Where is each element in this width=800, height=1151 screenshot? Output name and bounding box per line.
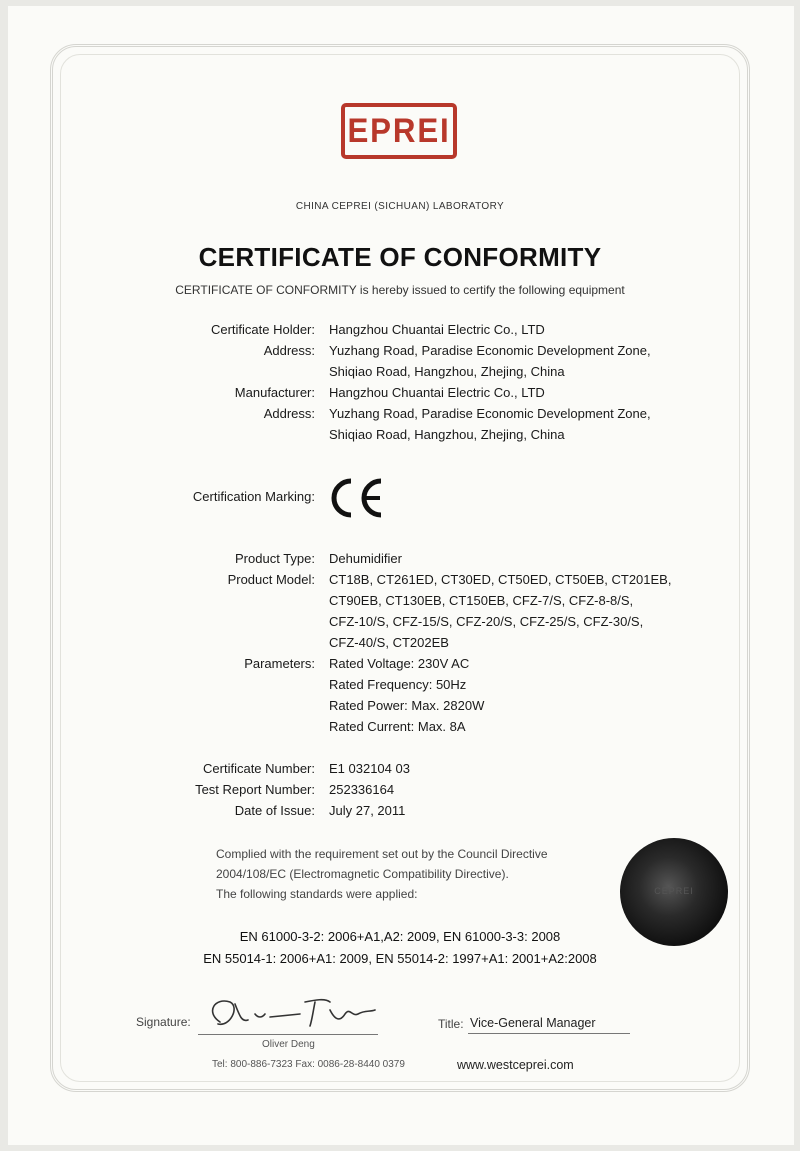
issue-date-value: July 27, 2011: [329, 803, 406, 818]
page-title: CERTIFICATE OF CONFORMITY: [198, 242, 602, 272]
signer-title-label: Title:: [438, 1017, 464, 1031]
seal-text: CEPREI: [654, 886, 694, 896]
parameter-line: Rated Current: Max. 8A: [329, 719, 466, 734]
holder-address-label: Address:: [263, 343, 315, 358]
holder-label: Certificate Holder:: [210, 322, 315, 337]
test-report-value: 252336164: [329, 782, 395, 797]
product-type-value: Dehumidifier: [329, 551, 402, 566]
ceprei-logo: [341, 103, 457, 159]
contact-info: Tel: 800-886-7323 Fax: 0086-28-8440 0379: [212, 1059, 405, 1070]
parameter-line: Rated Frequency: 50Hz: [329, 677, 467, 692]
handwritten-signature: [200, 992, 390, 1037]
holder-address-line: Shiqiao Road, Hangzhou, Zhejing, China: [329, 364, 565, 379]
standards-line: EN 55014-1: 2006+A1: 2009, EN 55014-2: 1997+A1: 2001+A2:2008: [203, 951, 597, 966]
laboratory-name: CHINA CEPREI (SICHUAN) LABORATORY: [295, 201, 505, 212]
title-line: [468, 1033, 630, 1034]
certificate-number-label: Certificate Number:: [203, 761, 315, 776]
signer-name: Oliver Deng: [262, 1039, 315, 1050]
issue-date-label: Date of Issue:: [234, 803, 315, 818]
parameter-line: Rated Voltage: 230V AC: [329, 656, 470, 671]
parameter-line: Rated Power: Max. 2820W: [329, 698, 485, 713]
manufacturer-label: Manufacturer:: [234, 385, 315, 400]
product-model-line: CFZ-10/S, CFZ-15/S, CFZ-20/S, CFZ-25/S, CFZ-30/S,: [329, 614, 644, 629]
ce-mark-icon: [329, 477, 389, 519]
compliance-line: Complied with the requirement set out by the Council Directive: [216, 847, 548, 861]
signer-title-value: Vice-General Manager: [470, 1016, 596, 1030]
signature-line: [198, 1034, 378, 1035]
subtitle: CERTIFICATE OF CONFORMITY is hereby issued to certify the following equipment: [175, 283, 625, 297]
manufacturer-address-label: Address:: [263, 406, 315, 421]
standards-line: EN 61000-3-2: 2006+A1,A2: 2009, EN 61000-3-3: 2008: [239, 929, 561, 944]
product-model-line: CT90EB, CT130EB, CT150EB, CFZ-7/S, CFZ-8-8/S,: [329, 593, 634, 608]
test-report-label: Test Report Number:: [195, 782, 315, 797]
manufacturer-address-line: Yuzhang Road, Paradise Economic Development Zone,: [329, 406, 651, 421]
parameters-label: Parameters:: [244, 656, 315, 671]
holder-address-line: Yuzhang Road, Paradise Economic Development Zone,: [329, 343, 651, 358]
product-model-line: CFZ-40/S, CT202EB: [329, 635, 449, 650]
manufacturer-value: Hangzhou Chuantai Electric Co., LTD: [329, 385, 545, 400]
compliance-line: 2004/108/EC (Electromagnetic Compatibility Directive).: [216, 867, 509, 881]
manufacturer-address-line: Shiqiao Road, Hangzhou, Zhejing, China: [329, 427, 565, 442]
compliance-statement: [216, 844, 548, 904]
product-type-label: Product Type:: [235, 551, 315, 566]
compliance-line: The following standards were applied:: [216, 887, 418, 901]
holder-value: Hangzhou Chuantai Electric Co., LTD: [329, 322, 545, 337]
website-url: www.westceprei.com: [457, 1058, 574, 1072]
product-model-label: Product Model:: [227, 572, 315, 587]
marking-label: Certification Marking:: [192, 489, 315, 504]
certificate-number-value: E1 032104 03: [329, 761, 410, 776]
product-model-line: CT18B, CT261ED, CT30ED, CT50ED, CT50EB, CT201EB,: [329, 572, 672, 587]
signature-label: Signature:: [136, 1015, 191, 1029]
logo-text: EPREI: [347, 112, 451, 150]
